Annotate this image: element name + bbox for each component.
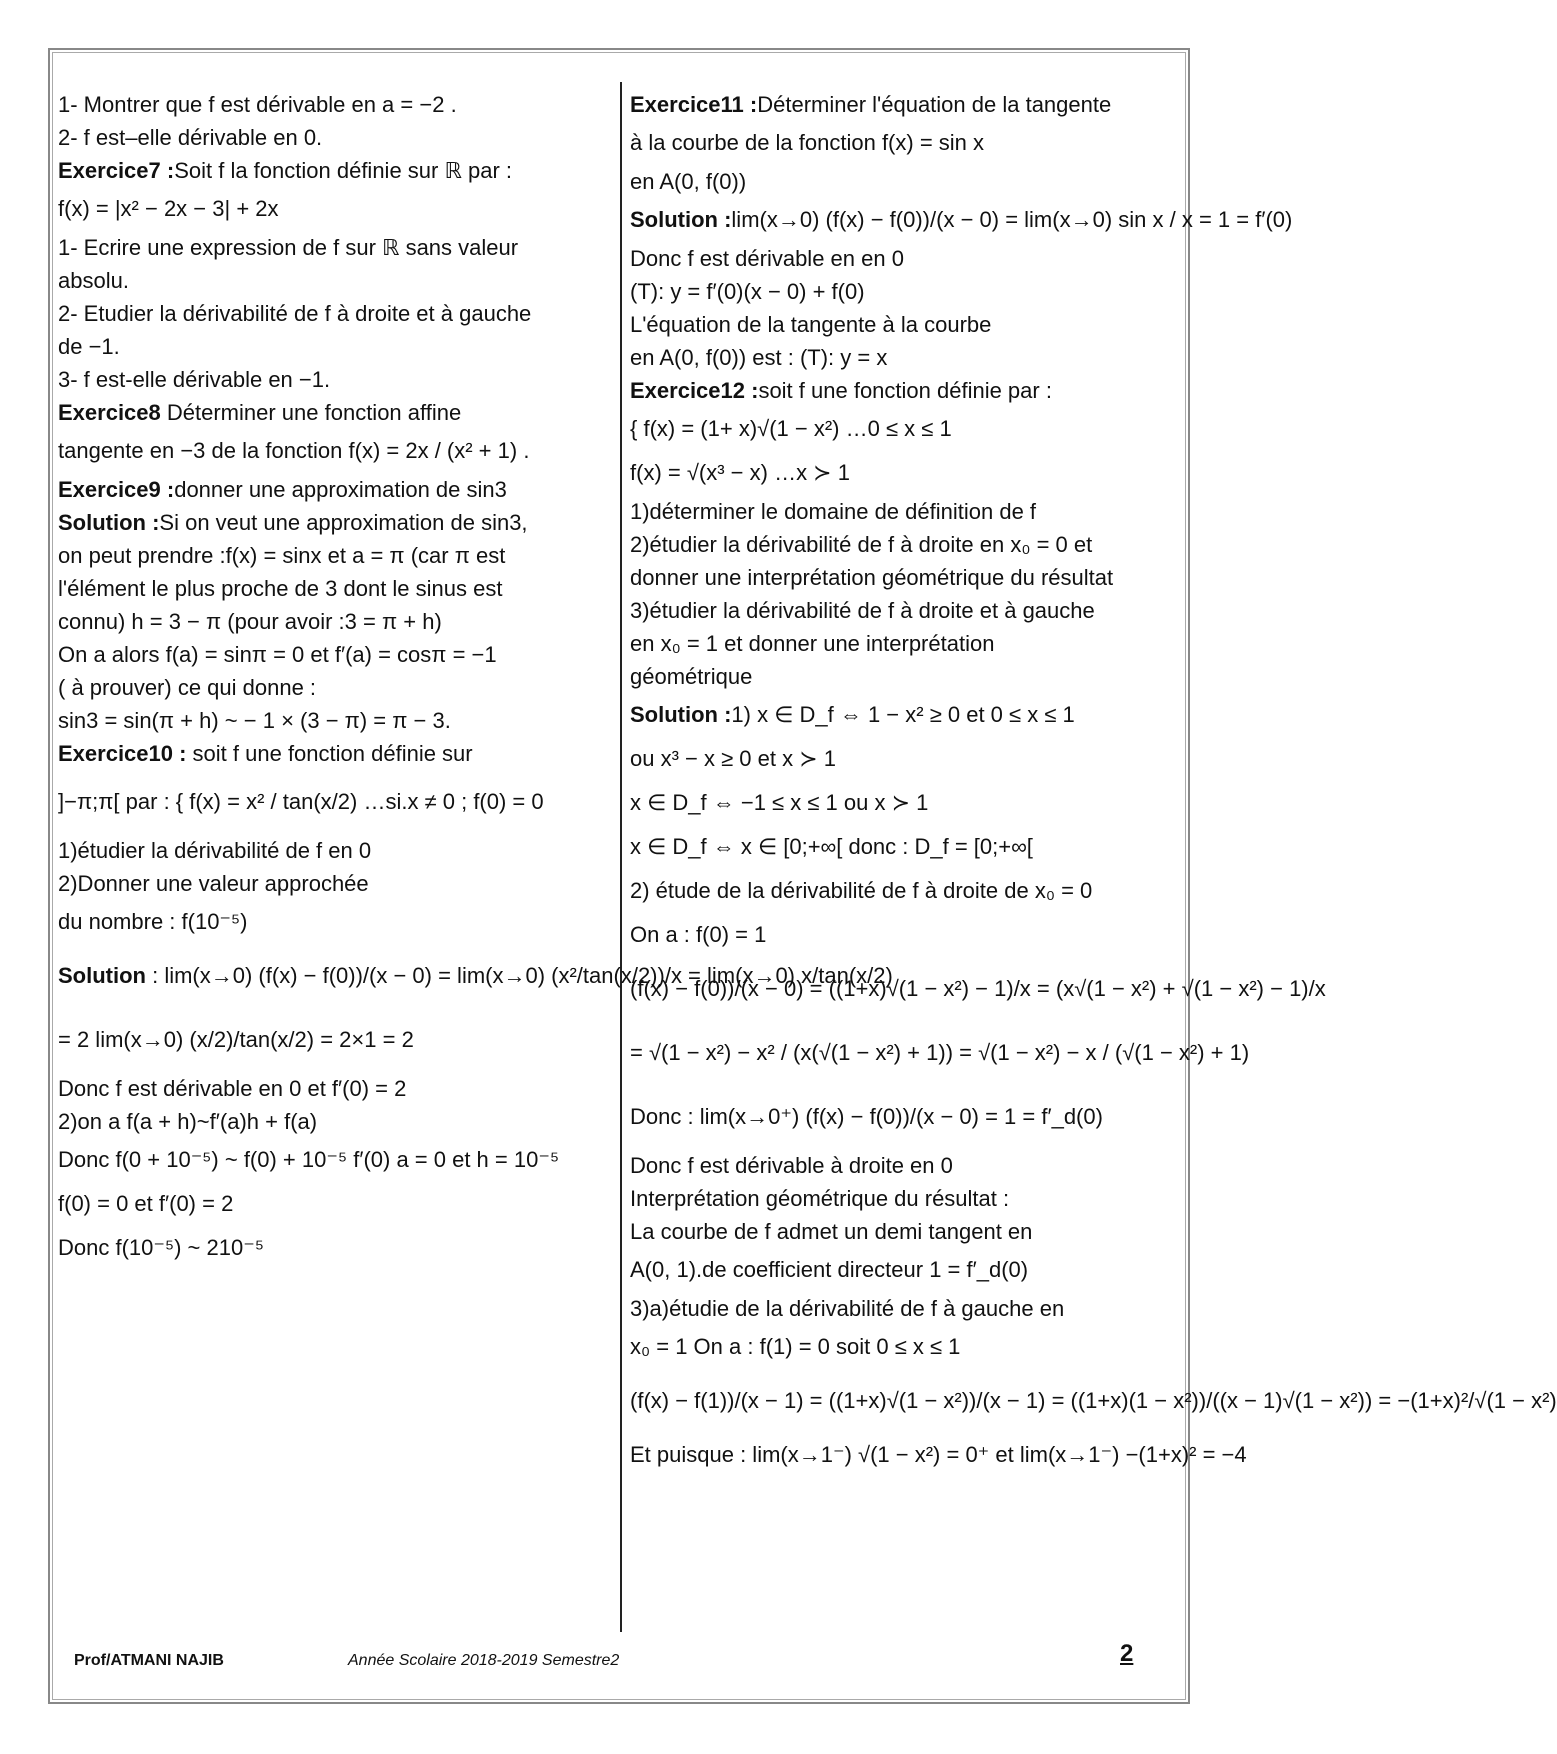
left-line: on peut prendre :f(x) = sinx et a = π (car π est <box>58 543 506 568</box>
left-line: Donc f(0 + 10⁻⁵) ~ f(0) + 10⁻⁵ f′(0) a = 0 et h = 10⁻⁵ <box>58 1147 560 1172</box>
right-line: (T): y = f′(0)(x − 0) + f(0) <box>630 279 865 304</box>
left-line: du nombre : f(10⁻⁵) <box>58 909 248 934</box>
left-line: tangente en −3 de la fonction f(x) = 2x / (x² + 1) . <box>58 438 530 463</box>
right-line: en A(0, f(0)) est : (T): y = x <box>630 345 888 370</box>
left-line <box>58 154 608 187</box>
right-line <box>630 693 1180 737</box>
heading-label: Exercice12 : <box>630 378 759 403</box>
left-line <box>58 396 608 429</box>
heading-text: Déterminer l'équation de la tangente <box>757 92 1112 117</box>
right-line: x ∈ D_f ⇔ x ∈ [0;+∞[ donc : D_f = [0;+∞[ <box>630 834 1033 859</box>
column-divider <box>620 82 622 1632</box>
left-line: Donc f est dérivable en 0 et f′(0) = 2 <box>58 1076 407 1101</box>
right-line: x ∈ D_f ⇔ −1 ≤ x ≤ 1 ou x ≻ 1 <box>630 790 929 815</box>
left-line: de −1. <box>58 334 120 359</box>
right-line: donner une interprétation géométrique du résultat <box>630 565 1114 590</box>
left-line: absolu. <box>58 268 129 293</box>
heading-label: Exercice9 : <box>58 477 175 502</box>
heading-label: Solution : <box>630 207 732 232</box>
heading-label: Solution : <box>630 702 732 727</box>
page-number: 2 <box>1120 1640 1134 1667</box>
heading-text: 1) x ∈ D_f ⇔ 1 − x² ≥ 0 et 0 ≤ x ≤ 1 <box>731 702 1075 727</box>
left-line: On a alors f(a) = sinπ = 0 et f′(a) = cosπ = −1 <box>58 642 497 667</box>
right-line: f(x) = √(x³ − x) …x ≻ 1 <box>630 460 850 485</box>
right-column <box>630 88 1557 1477</box>
right-line <box>630 198 1293 242</box>
right-line: La courbe de f admet un demi tangent en <box>630 1219 1033 1244</box>
left-line: 1)étudier la dérivabilité de f en 0 <box>58 838 372 863</box>
right-line: 3)étudier la dérivabilité de f à droite et à gauche <box>630 598 1095 623</box>
left-line: 1- Ecrire une expression de f sur ℝ sans valeur <box>58 235 519 260</box>
right-line: en x₀ = 1 et donner une interprétation <box>630 631 995 656</box>
left-line: connu) h = 3 − π (pour avoir :3 = π + h) <box>58 609 442 634</box>
left-line: = 2 lim(x→0) (x/2)/tan(x/2) = 2×1 = 2 <box>58 1027 414 1052</box>
left-line: l'élément le plus proche de 3 dont le sinus est <box>58 576 503 601</box>
right-line: à la courbe de la fonction f(x) = sin x <box>630 130 985 155</box>
heading-label: Exercice11 : <box>630 92 758 117</box>
left-line: 1- Montrer que f est dérivable en a = −2 . <box>58 92 457 117</box>
right-line <box>630 88 1180 121</box>
right-line: Donc : lim(x→0⁺) (f(x) − f(0))/(x − 0) = 1 = f′_d(0) <box>630 1104 1103 1129</box>
left-line <box>58 737 608 770</box>
left-line: 2- Etudier la dérivabilité de f à droite et à gauche <box>58 301 532 326</box>
right-line: 2)étudier la dérivabilité de f à droite en x₀ = 0 et <box>630 532 1093 557</box>
heading-text: Déterminer une fonction affine <box>160 400 462 425</box>
left-line <box>58 944 893 1008</box>
right-line: Donc f est dérivable à droite en 0 <box>630 1153 953 1178</box>
right-line: géométrique <box>630 664 753 689</box>
heading-text: Si on veut une approximation de sin3, <box>159 510 528 535</box>
right-line: x₀ = 1 On a : f(1) = 0 soit 0 ≤ x ≤ 1 <box>630 1334 961 1359</box>
right-line: A(0, 1).de coefficient directeur 1 = f′_d(0) <box>630 1257 1029 1282</box>
left-line <box>58 473 608 506</box>
right-line: en A(0, f(0)) <box>630 169 747 194</box>
footer-author: Prof/ATMANI NAJIB <box>74 1652 224 1669</box>
left-line: ( à prouver) ce qui donne : <box>58 675 317 700</box>
heading-text: donner une approximation de sin3 <box>174 477 507 502</box>
right-line: Donc f est dérivable en en 0 <box>630 246 904 271</box>
left-line: 2- f est–elle dérivable en 0. <box>58 125 323 150</box>
left-line: 2)on a f(a + h)~f′(a)h + f(a) <box>58 1109 318 1134</box>
left-line: f(0) = 0 et f′(0) = 2 <box>58 1191 234 1216</box>
right-line: 3)a)étudie de la dérivabilité de f à gauche en <box>630 1296 1065 1321</box>
right-line <box>630 374 1180 407</box>
heading-text: lim(x→0) (f(x) − f(0))/(x − 0) = lim(x→0) sin x / x = 1 = f′(0) <box>731 207 1293 232</box>
right-line: (f(x) − f(0))/(x − 0) = ((1+x)√(1 − x²) − 1)/x = (x√(1 − x²) + √(1 − x²) − 1)/x <box>630 976 1326 1001</box>
right-line: ou x³ − x ≥ 0 et x ≻ 1 <box>630 746 836 771</box>
right-line: On a : f(0) = 1 <box>630 922 767 947</box>
right-line: 1)déterminer le domaine de définition de f <box>630 499 1037 524</box>
heading-text: soit f une fonction définie par : <box>758 378 1052 403</box>
heading-label: Exercice10 : <box>58 741 187 766</box>
right-line: { f(x) = (1+ x)√(1 − x²) …0 ≤ x ≤ 1 <box>630 416 952 441</box>
right-line: Interprétation géométrique du résultat : <box>630 1186 1010 1211</box>
heading-label: Solution : <box>58 510 160 535</box>
right-line: (f(x) − f(1))/(x − 1) = ((1+x)√(1 − x²))/(x − 1) = ((1+x)(1 − x²))/((x − 1)√(1 − x²)) = −(1+x)²/√(1 − x²) <box>630 1388 1557 1413</box>
right-line: 2) étude de la dérivabilité de f à droite de x₀ = 0 <box>630 878 1093 903</box>
heading-label: Exercice8 <box>58 400 161 425</box>
left-line <box>58 506 608 539</box>
heading-text: soit f une fonction définie sur <box>186 741 473 766</box>
right-line: L'équation de la tangente à la courbe <box>630 312 992 337</box>
heading-text: : lim(x→0) (f(x) − f(0))/(x − 0) = lim(x→0) (x²/tan(x/2))/x = lim(x→0) x/tan(x/2) <box>145 963 893 988</box>
left-line: f(x) = |x² − 2x − 3| + 2x <box>58 196 279 221</box>
heading-label: Solution <box>58 963 146 988</box>
heading-label: Exercice7 : <box>58 158 175 183</box>
left-line: ]−π;π[ par : { f(x) = x² / tan(x/2) …si.x ≠ 0 ; f(0) = 0 <box>58 789 544 814</box>
left-line: Donc f(10⁻⁵) ~ 210⁻⁵ <box>58 1235 264 1260</box>
right-line: Et puisque : lim(x→1⁻) √(1 − x²) = 0⁺ et lim(x→1⁻) −(1+x)² = −4 <box>630 1442 1247 1467</box>
right-line: = √(1 − x²) − x² / (x(√(1 − x²) + 1)) = √(1 − x²) − x / (√(1 − x²) + 1) <box>630 1040 1250 1065</box>
footer-school-year: Année Scolaire 2018-2019 Semestre2 <box>348 1652 620 1669</box>
heading-text: Soit f la fonction définie sur ℝ par : <box>174 158 513 183</box>
left-line: 3- f est-elle dérivable en −1. <box>58 367 331 392</box>
left-line: 2)Donner une valeur approchée <box>58 871 369 896</box>
left-line: sin3 = sin(π + h) ~ − 1 × (3 − π) = π − 3. <box>58 708 451 733</box>
